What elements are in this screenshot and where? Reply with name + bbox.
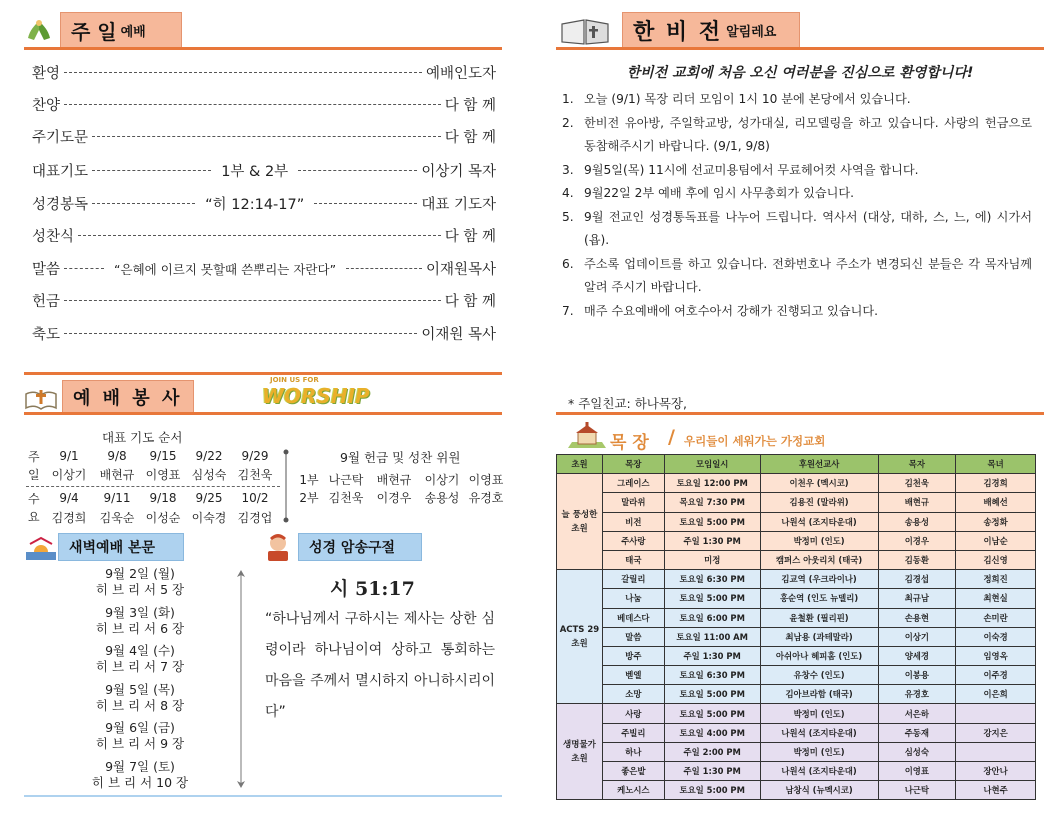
open-book-icon [560,16,610,46]
col-header: 목녀 [956,455,1036,474]
table-cell: 김천욱 [878,474,956,493]
worship-logo [262,376,387,410]
order-row-lords-prayer [32,126,496,147]
order-row-scripture [32,193,496,214]
order-label: 축도 [32,327,61,343]
wednesday-prayer-dates: 9/4 9/11 9/18 9/25 10/2 [59,491,269,505]
order-leader: 이상기 목자 [421,164,496,180]
table-cell: 양세경 [878,646,956,665]
table-cell: 주빌리 [602,723,664,742]
order-detail: 1부 & 2부 [221,164,289,180]
table-cell: 주동재 [878,723,956,742]
table-cell [956,742,1036,761]
sunday-prayer-names: 이상기 배현규 이영표 심성숙 김천욱 [51,468,273,482]
sunday-title: 주 일 [71,19,117,44]
announcement-item: 3. 9월5일(목) 11시에 선교미용팀에서 무료헤어컷 사역을 합니다. [562,162,919,177]
order-row-prayer [32,160,496,181]
order-row-offering [32,290,496,311]
order-label: 성찬식 [32,229,75,245]
table-cell: 사랑 [602,704,664,723]
offering-title: 9월 헌금 및 성찬 위원 [340,450,461,465]
table-cell: 말라위 [602,493,664,512]
table-cell: 캠퍼스 아웃리치 (태국) [760,550,878,569]
order-leader: 다 함 께 [444,294,496,310]
table-cell: 케노시스 [602,781,664,800]
prayer-row-divider [26,486,280,487]
order-leader: 예배인도자 [425,66,496,82]
table-cell: 심성숙 [878,742,956,761]
service-divider [24,412,502,415]
col-header: 목장 [602,455,664,474]
table-cell: 손용현 [878,608,956,627]
table-cell: 송용성 [878,512,956,531]
table-cell: 최규남 [878,589,956,608]
mokjang-slash: / [668,426,675,448]
table-cell: 홍순역 (인도 뉴델리) [760,589,878,608]
memory-verse-text: “하나님께서 구하시는 제사는 상한 심령이라 하나님이여 상하고 통회하는 마음을 주께서 멸시하지 아니하시리이다” [265,611,495,720]
table-cell: 이상기 [878,627,956,646]
grassland-name: 늘 풍성한 초원 [557,474,603,570]
dawn-vertical-ornament [236,568,246,790]
service-title: 예 배 봉 사 [73,388,183,409]
bible-cross-icon [24,386,58,412]
table-cell: 주일 1:30 PM [664,531,760,550]
order-label: 대표기도 [32,164,89,180]
order-row-sermon [32,258,496,279]
table-row [557,666,1036,685]
announcement-item: 5. 9월 전교인 성경통독표를 나누어 드립니다. 역사서 (대상, 대하, 스, 느, 에) 시가서(욥). [562,209,1032,247]
announcement-item: 2. 한비전 유아방, 주일학교방, 성가대실, 리모델링을 하고 있습니다. 사랑의 헌금으로 동참해주시기 바랍니다. (9/1, 9/8) [562,115,1032,153]
table-cell: 송정화 [956,512,1036,531]
mokjang-subtitle: 우리들이 세워가는 가정교회 [684,434,826,448]
table-cell: 나원석 (조지타운대) [760,762,878,781]
table-cell: 최남용 (과테말라) [760,627,878,646]
table-cell: 미정 [664,550,760,569]
notice-subtitle: 알림레요 [726,24,777,40]
offering-row-1: 1부 나근탁 배현규 이상기 이영표 [299,473,504,487]
table-cell: 이봉용 [878,666,956,685]
table-row [557,742,1036,761]
praying-hands-icon [24,18,54,44]
table-cell: 방주 [602,646,664,665]
order-leader: 대표 기도자 [421,197,496,213]
dawn-item-3: 9월 4일 (수) 히 브 리 서 7 장 [95,643,185,674]
table-row [557,570,1036,589]
welcome-message: 한비전 교회에 처음 오신 여러분을 진심으로 환영합니다! [626,65,974,81]
wednesday-prayer-label: 수 요 [28,492,40,524]
sunrise-icon [26,536,56,560]
table-cell: 목요일 7:30 PM [664,493,760,512]
vertical-ornament [282,448,290,524]
church-house-icon [566,422,608,450]
order-row-welcome [32,62,496,83]
order-label: 성경봉독 [32,197,89,213]
table-row [557,589,1036,608]
table-cell: 이숙경 [956,627,1036,646]
dawn-item-1: 9월 2일 (월) 히 브 리 서 5 장 [95,566,185,597]
table-cell: 토요일 6:30 PM [664,666,760,685]
table-cell: 토요일 5:00 PM [664,704,760,723]
grassland-name: 생명물가 초원 [557,704,603,800]
announcement-item: 4. 9월22일 2부 예배 후에 임시 사무총회가 있습니다. [562,186,855,200]
table-row [557,723,1036,742]
dawn-item-4: 9월 5일 (목) 히 브 리 서 8 장 [95,682,185,713]
table-cell: 이남순 [956,531,1036,550]
table-cell: 나현주 [956,781,1036,800]
table-row [557,646,1036,665]
table-row [557,627,1036,646]
table-row [557,550,1036,569]
dawn-title-tab [58,533,184,561]
table-cell: 나근탁 [878,781,956,800]
table-cell: 박정미 (인도) [760,531,878,550]
order-label: 환영 [32,66,61,82]
order-row-communion [32,225,496,246]
table-cell: 김동환 [878,550,956,569]
table-row [557,608,1036,627]
sunday-prayer-label: 주 일 [28,450,40,482]
order-label: 찬양 [32,98,61,114]
table-cell: 유경호 [878,685,956,704]
table-cell: 서은하 [878,704,956,723]
order-leader: 이재원목사 [425,262,496,278]
table-cell: 이주경 [956,666,1036,685]
table-cell: 벧엘 [602,666,664,685]
table-cell: 말씀 [602,627,664,646]
bottom-divider [24,795,502,797]
table-cell: 하나 [602,742,664,761]
table-cell: 그레이스 [602,474,664,493]
order-row-praise [32,94,496,115]
table-cell: 갈릴리 [602,570,664,589]
mokjang-table [556,454,1036,800]
notice-title-tab [622,12,800,48]
memory-title: 성경 암송구절 [309,540,396,556]
table-cell: 손미란 [956,608,1036,627]
announcement-list [562,88,1032,323]
prayer-order-title: 대표 기도 순서 [102,430,183,445]
table-cell [956,704,1036,723]
order-leader: 다 함 께 [444,229,496,245]
table-cell: 나원석 (조지타운대) [760,723,878,742]
table-cell: 토요일 5:00 PM [664,512,760,531]
worship-logo-small: JOIN US FOR [270,376,319,384]
grassland-name: ACTS 29 초원 [557,570,603,704]
table-cell: 남창식 (뉴멕시코) [760,781,878,800]
table-cell: 박정미 (인도) [760,742,878,761]
table-cell: 최현실 [956,589,1036,608]
table-cell: 김경섭 [878,570,956,589]
table-row [557,512,1036,531]
announcement-item: 6. 주소록 업데이트를 하고 있습니다. 전화번호나 주소가 변경되신 분들은 각 목자님께 알려 주시기 바랍니다. [562,256,1032,294]
table-cell: 비전 [602,512,664,531]
table-row [557,493,1036,512]
table-cell: 토요일 5:00 PM [664,781,760,800]
table-cell: 토요일 5:00 PM [664,589,760,608]
order-label: 헌금 [32,294,61,310]
table-cell: 유창수 (인도) [760,666,878,685]
table-cell: 아쉬아나 헤피홈 (인도) [760,646,878,665]
fellowship-note: * 주일친교: 하나목장, [568,396,687,411]
table-row [557,704,1036,723]
table-cell: 토요일 6:00 PM [664,608,760,627]
dawn-item-6: 9월 7일 (토) 히 브 리 서 10 장 [91,759,189,790]
table-cell: 김신영 [956,550,1036,569]
sunday-subtitle: 예배 [120,24,146,40]
order-label: 주기도문 [32,130,89,146]
order-leader: 다 함 께 [444,130,496,146]
table-cell: 이영표 [878,762,956,781]
table-cell: 토요일 5:00 PM [664,685,760,704]
table-cell: 나눔 [602,589,664,608]
sunday-divider [24,47,502,50]
notice-title: 한 비 전 [633,19,723,45]
service-title-tab [62,380,194,414]
col-header: 후원선교사 [760,455,878,474]
table-cell: 토요일 12:00 PM [664,474,760,493]
table-cell: 배혜선 [956,493,1036,512]
order-detail: “히 12:14-17” [205,197,305,213]
memory-verse-ref: 시 51:17 [330,578,415,600]
sermon-title: “은혜에 이르지 못할때 쓴뿌리는 자란다” [114,261,337,277]
sunday-prayer-dates: 9/1 9/8 9/15 9/22 9/29 [59,449,269,463]
announcement-item: 7. 매주 수요예배에 여호수아서 강해가 진행되고 있습니다. [562,303,879,318]
table-cell: 강지은 [956,723,1036,742]
table-cell: 박정미 (인도) [760,704,878,723]
table-cell: 정희진 [956,570,1036,589]
table-cell: 토요일 6:30 PM [664,570,760,589]
table-cell: 윤철환 (필리핀) [760,608,878,627]
table-cell: 임영옥 [956,646,1036,665]
memory-title-tab [298,533,422,561]
order-leader: 이재원 목사 [421,327,496,343]
reading-person-icon [262,532,294,562]
offering-row-2: 2부 김천욱 이경우 송용성 유경호 [299,491,504,505]
table-cell: 김용진 (말라위) [760,493,878,512]
table-row [557,781,1036,800]
notice-divider [556,47,1044,50]
table-cell: 베데스다 [602,608,664,627]
table-cell: 김경희 [956,474,1036,493]
table-cell: 장안나 [956,762,1036,781]
dawn-item-2: 9월 3일 (화) 히 브 리 서 6 장 [95,605,185,636]
mokjang-title: 목 장 [610,433,649,453]
table-cell: 태국 [602,550,664,569]
col-header: 모임일시 [664,455,760,474]
table-row [557,531,1036,550]
order-row-benediction [32,323,496,344]
announcement-item: 1. 오늘 (9/1) 목장 리더 모임이 1시 10 분에 본당에서 있습니다. [562,92,911,106]
table-cell: 토요일 4:00 PM [664,723,760,742]
table-row [557,685,1036,704]
table-cell: 이경우 [878,531,956,550]
table-cell: 김교역 (우크라이나) [760,570,878,589]
sunday-title-tab [60,12,182,48]
table-cell: 이천우 (멕시코) [760,474,878,493]
table-cell: 주사랑 [602,531,664,550]
order-label: 말씀 [32,262,61,278]
col-header: 목자 [878,455,956,474]
table-cell: 토요일 11:00 AM [664,627,760,646]
service-top-divider [24,372,502,375]
wednesday-prayer-names: 김경희 김욱순 이성순 이숙경 김경업 [51,511,273,525]
table-cell: 주일 1:30 PM [664,646,760,665]
dawn-title: 새벽예배 본문 [69,540,156,556]
table-cell: 이은희 [956,685,1036,704]
table-cell: 나원석 (조지타운대) [760,512,878,531]
table-cell: 주일 1:30 PM [664,762,760,781]
table-cell: 소망 [602,685,664,704]
table-header-row [557,455,1036,474]
table-cell: 좋은밭 [602,762,664,781]
dawn-item-5: 9월 6일 (금) 히 브 리 서 9 장 [95,720,185,751]
mokjang-top-divider [556,412,1044,415]
table-row [557,474,1036,493]
table-row [557,762,1036,781]
table-cell: 배현규 [878,493,956,512]
table-cell: 김아브라함 (태국) [760,685,878,704]
col-header: 초원 [557,455,603,474]
order-leader: 다 함 께 [444,98,496,114]
table-cell: 주일 2:00 PM [664,742,760,761]
worship-logo-big: WORSHIP [262,384,370,408]
